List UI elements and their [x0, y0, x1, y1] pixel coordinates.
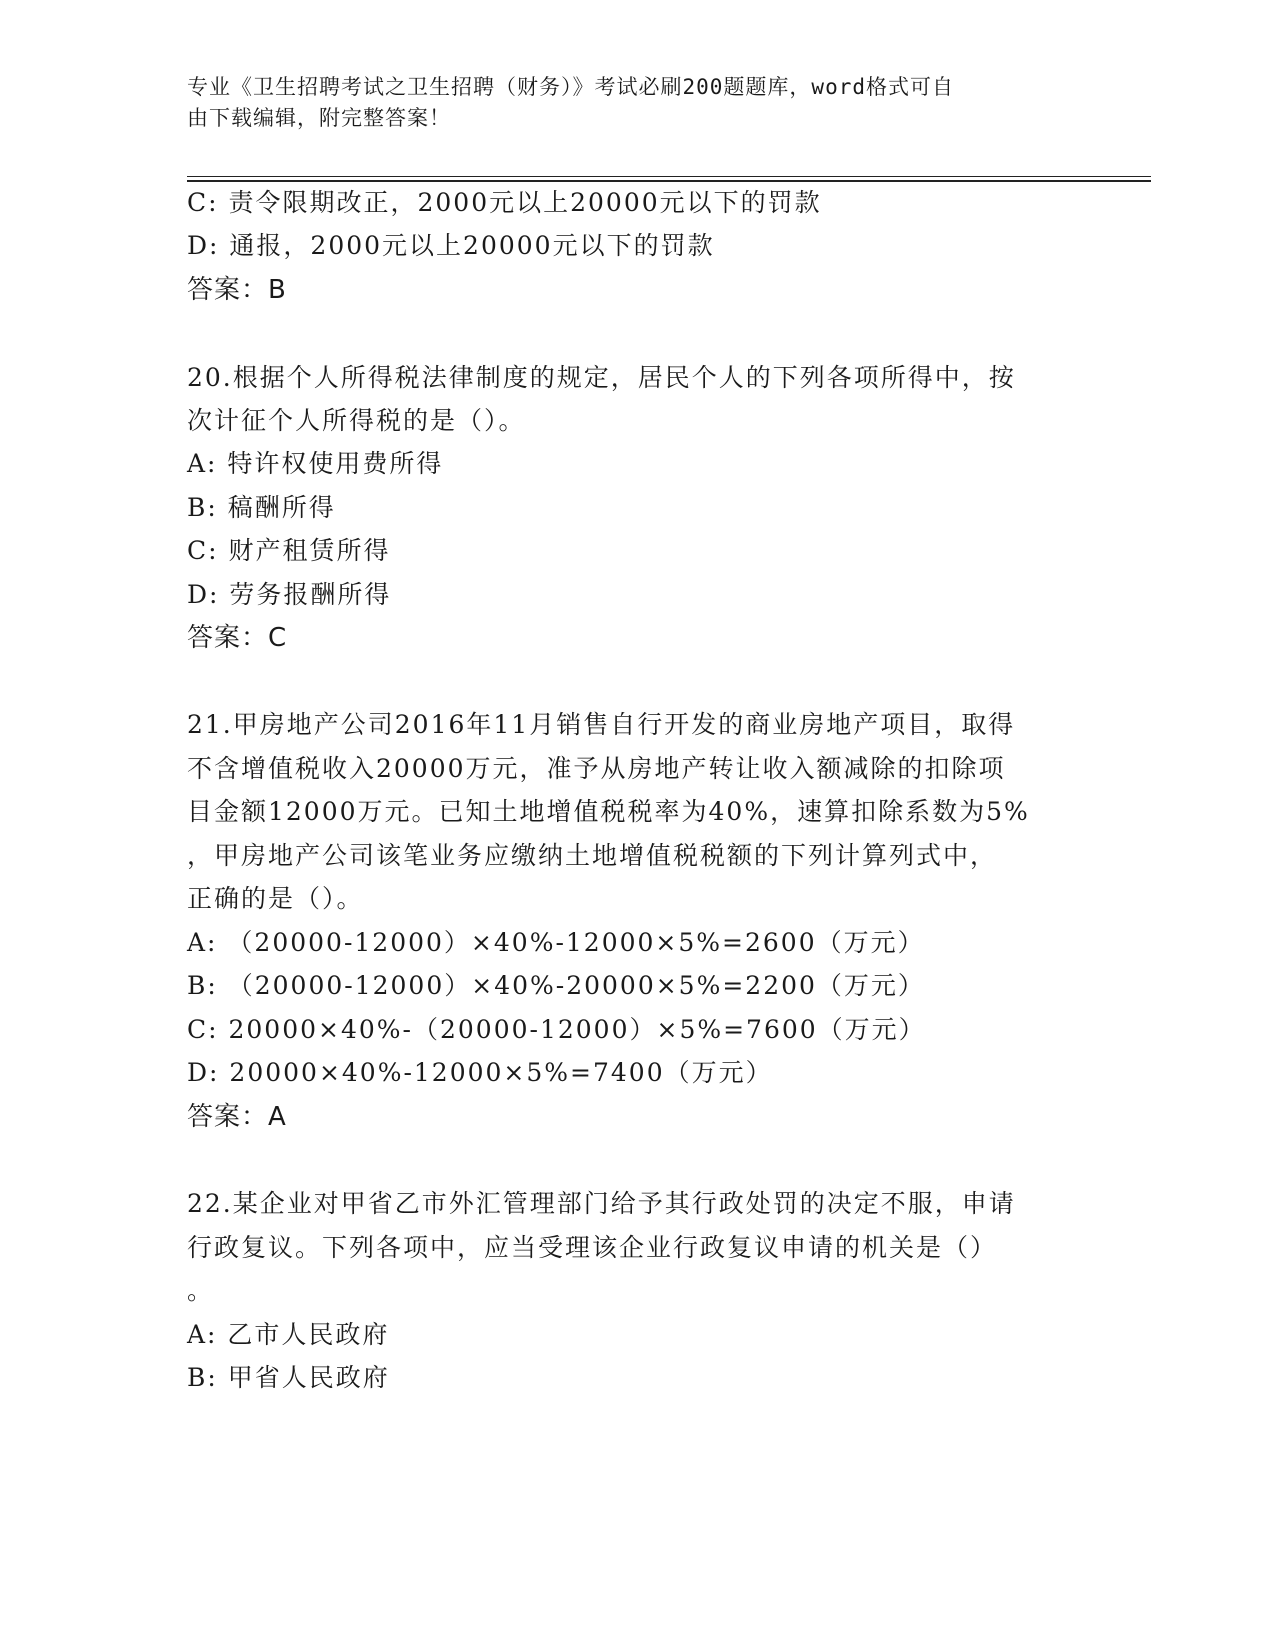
q21-stem-line-1: 21.甲房地产公司2016年11月销售自行开发的商业房地产项目，取得: [187, 710, 1016, 739]
q22-stem-line-1: 22.某企业对甲省乙市外汇管理部门给予其行政处罚的决定不服，申请: [187, 1189, 1016, 1218]
q22-stem-line-2: 行政复议。下列各项中，应当受理该企业行政复议申请的机关是（）: [187, 1233, 998, 1262]
q21-option-d: D: 20000×40%-12000×5%=7400（万元）: [187, 1058, 773, 1087]
q20-answer: 答案：C: [187, 623, 288, 653]
q19-option-d: D: 通报，2000元以上20000元以下的罚款: [187, 231, 715, 260]
q22-stem-line-3: 。: [187, 1276, 215, 1305]
q21-answer: 答案：A: [187, 1102, 287, 1132]
q19-option-c: C: 责令限期改正，2000元以上20000元以下的罚款: [187, 188, 822, 217]
header-line-2: 由下载编辑，附完整答案！: [187, 106, 451, 130]
q20-stem-line-1: 20.根据个人所得税法律制度的规定，居民个人的下列各项所得中，按: [187, 363, 1016, 392]
header-divider-thick: [187, 180, 1151, 182]
q21-stem-line-2: 不含增值税收入20000万元，准予从房地产转让收入额减除的扣除项: [187, 754, 1006, 783]
q20-option-a: A: 特许权使用费所得: [187, 449, 444, 478]
q21-stem-line-3: 目金额12000万元。已知土地增值税税率为40%，速算扣除系数为5%: [187, 797, 1030, 826]
q20-option-c: C: 财产租赁所得: [187, 536, 391, 565]
q21-option-b: B: （20000-12000）×40%-20000×5%=2200（万元）: [187, 971, 925, 1000]
q20-stem-line-2: 次计征个人所得税的是（）。: [187, 406, 526, 435]
q21-stem-line-4: ，甲房地产公司该笔业务应缴纳土地增值税税额的下列计算列式中，: [187, 841, 998, 870]
document-header: [187, 72, 1067, 134]
q22-option-b: B: 甲省人民政府: [187, 1363, 390, 1392]
q21-stem-line-5: 正确的是（）。: [187, 884, 364, 913]
q21-option-c: C: 20000×40%-（20000-12000）×5%=7600（万元）: [187, 1015, 926, 1044]
header-divider-thin: [187, 176, 1151, 177]
header-line-1: 专业《卫生招聘考试之卫生招聘（财务）》考试必刷200题题库，word格式可自: [187, 75, 954, 99]
q21-option-a: A: （20000-12000）×40%-12000×5%=2600（万元）: [187, 928, 925, 957]
q19-answer: 答案：B: [187, 275, 287, 305]
q20-option-d: D: 劳务报酬所得: [187, 580, 392, 609]
q22-option-a: A: 乙市人民政府: [187, 1320, 390, 1349]
q20-option-b: B: 稿酬所得: [187, 493, 336, 522]
